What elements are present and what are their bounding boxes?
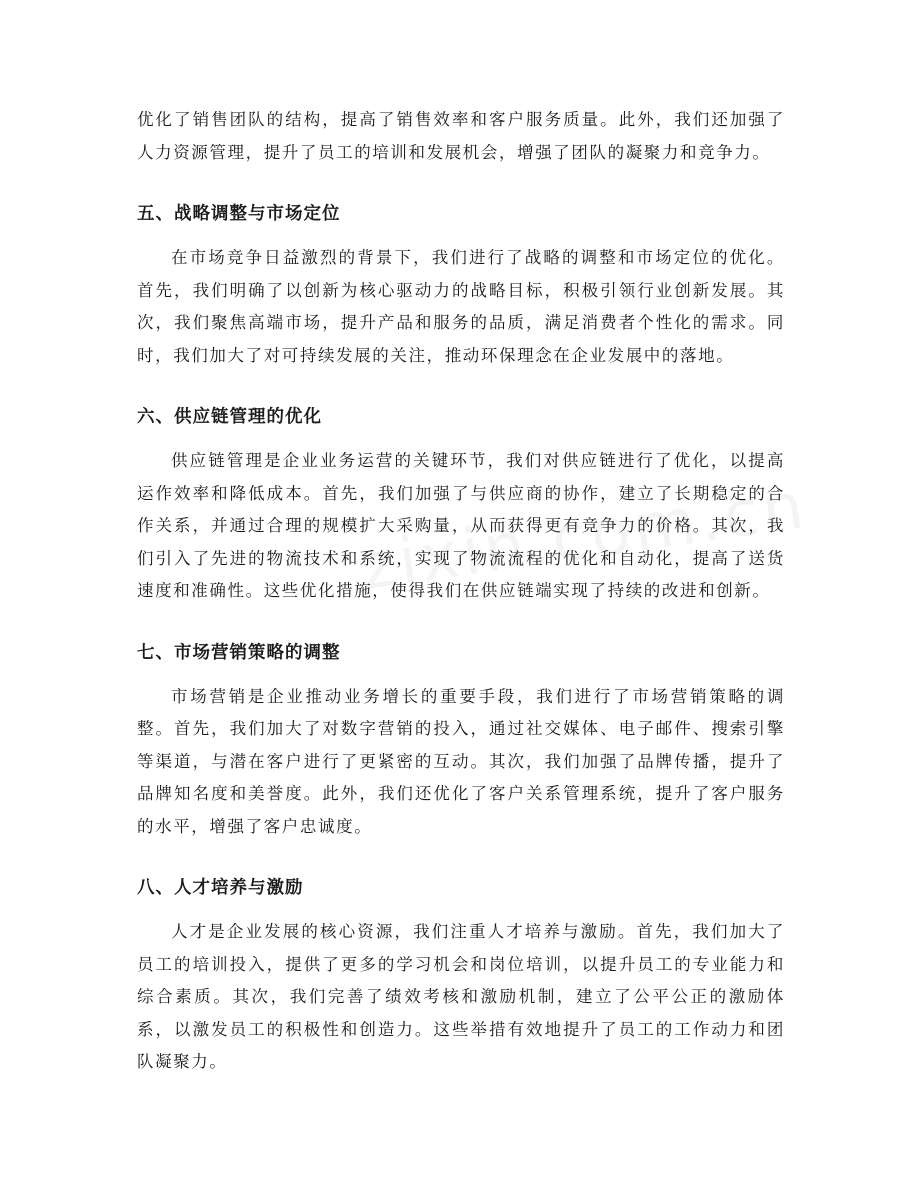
section-body-6: 供应链管理是企业业务运营的关键环节，我们对供应链进行了优化，以提高运作效率和降低成本。首先，我们加强了与供应商的协作，建立了长期稳定的合作关系，并通过合理的规模扩大采购量，从而获得更有竞争力的价格。其次，我们引入了先进的物流技术和系统，实现了物流流程的优化和自动化，提高了送货速度和准确性。这些优化措施，使得我们在供应链端实现了持续的改进和创新。 [137, 451, 785, 600]
section-heading-7: 七、市场营销策略的调整 [137, 642, 341, 663]
section-body-8: 人才是企业发展的核心资源，我们注重人才培养与激励。首先，我们加大了员工的培训投入，提供了更多的学习机会和岗位培训，以提升员工的专业能力和综合素质。其次，我们完善了绩效考核和激励机制，建立了公平公正的激励体系，以激发员工的积极性和创造力。这些举措有效地提升了员工的工作动力和团队凝聚力。 [137, 922, 785, 1071]
section-heading-5: 五、战略调整与市场定位 [137, 204, 341, 224]
intro-paragraph: 优化了销售团队的结构，提高了销售效率和客户服务质量。此外，我们还加强了人力资源管理，提升了员工的培训和发展机会，增强了团队的凝聚力和竞争力。 [137, 110, 785, 162]
section-heading-6: 六、供应链管理的优化 [137, 407, 322, 427]
section-body-7: 市场营销是企业推动业务增长的重要手段，我们进行了市场营销策略的调整。首先，我们加大了对数字营销的投入，通过社交媒体、电子邮件、搜索引擎等渠道，与潜在客户进行了更紧密的互动。其次，我们加强了品牌传播，提升了品牌知名度和美誉度。此外，我们还优化了客户关系管理系统，提升了客户服务的水平，增强了客户忠诚度。 [137, 686, 785, 836]
section-body-5: 在市场竞争日益激烈的背景下，我们进行了战略的调整和市场定位的优化。首先，我们明确了以创新为核心驱动力的战略目标，积极引领行业创新发展。其次，我们聚焦高端市场，提升产品和服务的品质，满足消费者个性化的需求。同时，我们加大了对可持续发展的关注，推动环保理念在企业发展中的落地。 [137, 248, 785, 365]
document-body [137, 104, 785, 1079]
section-heading-8: 八、人才培养与激励 [137, 878, 304, 898]
